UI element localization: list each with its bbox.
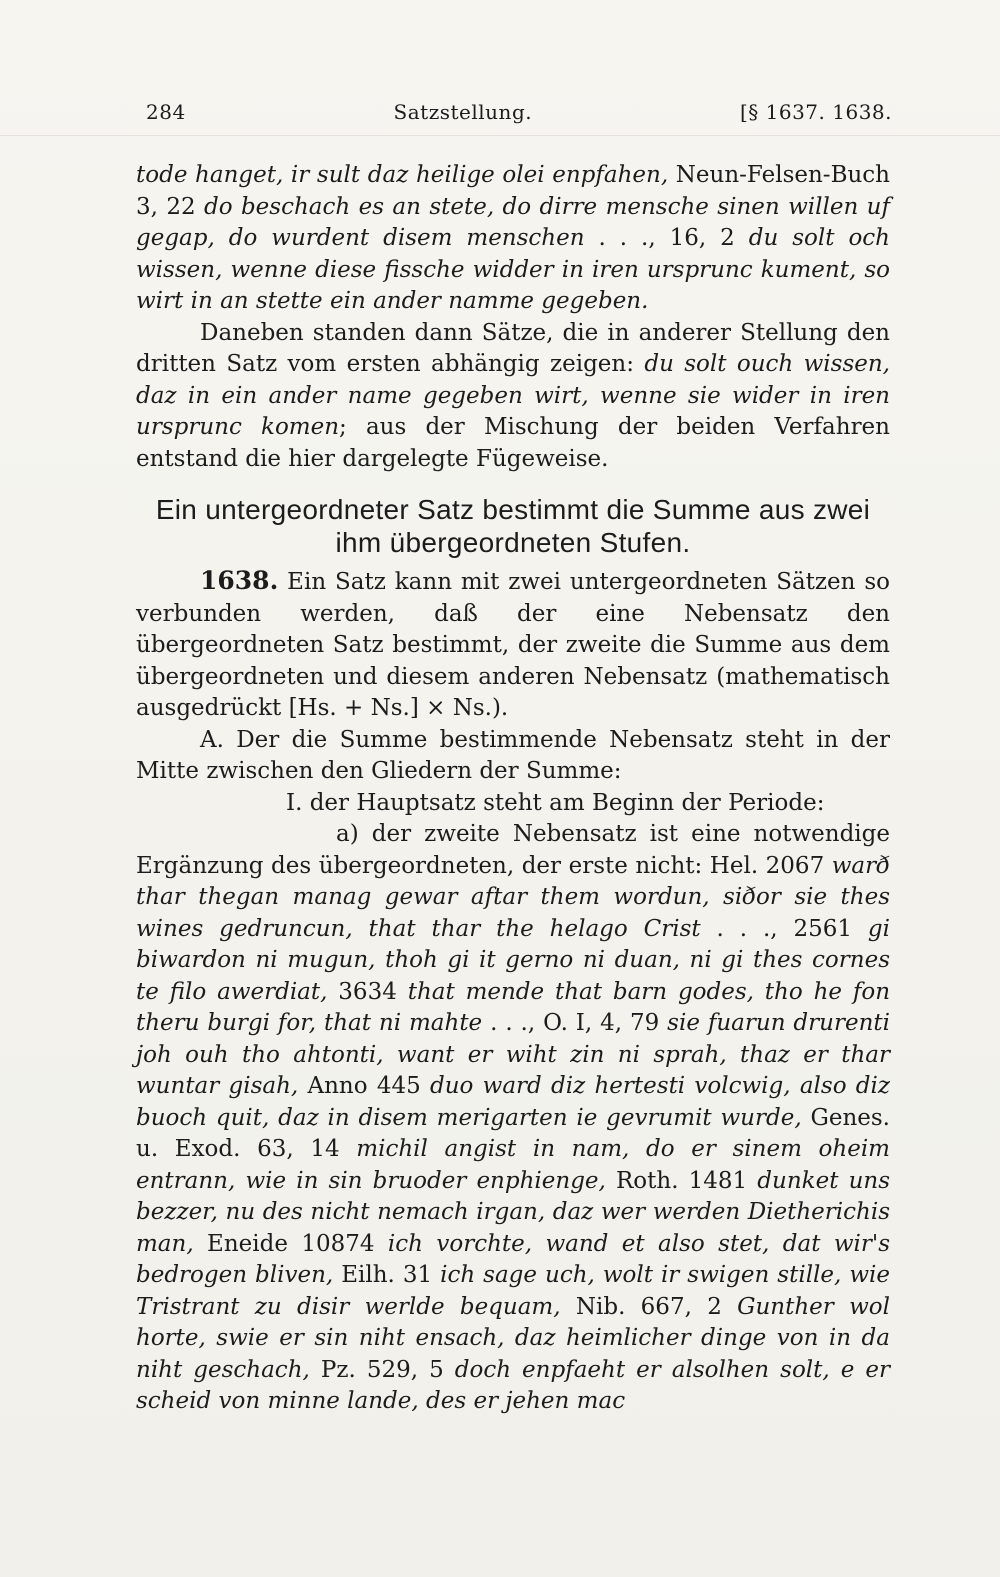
running-header <box>146 100 892 124</box>
running-title: Satzstellung. <box>393 100 533 124</box>
citation-text: Daneben standen dann Sätze, die in anderer Stellung den dritten Satz vom ersten abhängig zeigen: <box>136 319 890 377</box>
citation-text: Genes. u. Exod. 63, 14 <box>136 1104 890 1162</box>
quotation-text: ich sage uch, wolt ir swigen stille, wie Tristrant zu disir werlde bequam, <box>136 1262 890 1320</box>
quotation-text: gi biwardon ni mugun, thoh gi it gerno ni duan, ni gi thes cornes te filo awerdiat, <box>136 915 890 1005</box>
citation-text: Roth. 1481 <box>605 1167 758 1194</box>
quotation-text: tode hanget, ir sult daz heilige olei enpfahen, <box>136 162 669 188</box>
citation-text: 3634 <box>327 978 408 1005</box>
paragraph-1638 <box>136 565 890 725</box>
section-text: Ein Satz kann mit zwei untergeordneten Sätzen so verbunden werden, daß der eine Nebensatz den übergeordneten Satz bestimmt, der zweite die Summe aus dem übergeordneten und diesem anderen Nebensatz (mathematisch ausgedrückt [Hs. + Ns.] × Ns.). <box>136 569 890 721</box>
citation-text: . . ., O. I, 4, 79 <box>482 1010 668 1036</box>
quotation-text: sie fuarun drurenti joh ouh tho ahtonti, want er wiht zin ni sprah, thaz er thar wuntar gisah, <box>136 1010 890 1099</box>
quotation-text: ich vorchte, wand et also stet, dat wir's bedrogen bliven, <box>136 1230 890 1288</box>
citation-text: Nib. 667, 2 <box>560 1293 738 1320</box>
citation-text: Eneide 10874 <box>193 1230 388 1257</box>
page-number: 284 <box>146 100 186 124</box>
quotation-text: du solt och wissen, wenne diese fissche widder in iren ursprunc kument, so wirt in an stette ein ander namme gegeben. <box>136 225 890 314</box>
header-divider <box>0 135 1000 136</box>
quotation-text: warð thar thegan manag gewar aftar them wordun, siðor sie thes wines gedruncun, that thar the helago Crist <box>136 852 890 942</box>
quotation-text: dunket uns bezzer, nu des nicht nemach irgan, daz wer werden Dietherichis man, <box>136 1167 890 1257</box>
citation-text: ; aus der Mischung der beiden Verfahren entstand die hier dargelegte Fügeweise. <box>136 414 890 472</box>
quotation-text: that mende that barn godes, tho he fon theru burgi for, that ni mahte <box>136 978 891 1036</box>
section-heading: Ein untergeordneter Satz bestimmt die Summe aus zwei ihm übergeordneten Stufen. <box>155 494 871 558</box>
section-number: 1638. <box>200 566 279 595</box>
paragraph-point-a-lower <box>136 819 890 1418</box>
citation-text: Anno 445 <box>298 1073 431 1099</box>
citation-text: Pz. 529, 5 <box>309 1356 455 1383</box>
page-body <box>136 160 890 1418</box>
citation-text: Eilh. 31 <box>333 1262 441 1288</box>
paragraph-daneben <box>136 318 890 476</box>
citation-text: Neun-Felsen-Buch 3, 22 <box>136 162 890 220</box>
citation-text: a) der zweite Nebensatz ist eine notwendige Ergänzung des übergeordneten, der erste nicht: Hel. 2067 <box>136 821 890 879</box>
paragraph-examples-1 <box>136 160 890 318</box>
quotation-text: Gunther wol horte, swie er sin niht ensach, daz heimlicher dinge von in da niht geschach, <box>136 1293 890 1383</box>
point-a: A. Der die Summe bestimmende Nebensatz steht in der Mitte zwischen den Gliedern der Summe: <box>136 726 890 784</box>
quotation-text: michil angist in nam, do er sinem oheim entrann, wie in sin bruoder enphienge, <box>136 1136 890 1194</box>
quotation-text: doch enpfaeht er alsolhen solt, e er scheid von minne lande, des er jehen mac <box>136 1356 890 1414</box>
quotation-text: du solt ouch wissen, daz in ein ander name gegeben wirt, wenne sie wider in iren ursprunc komen <box>136 351 890 440</box>
point-i: I. der Hauptsatz steht am Beginn der Periode: <box>286 789 825 816</box>
section-reference: [§ 1637. 1638. <box>739 100 892 124</box>
citation-text: . . ., 2561 <box>700 915 868 942</box>
quotation-text: duo ward diz hertesti volcwig, also diz buoch quit, daz in disem merigarten ie gevrumit wurde, <box>136 1073 891 1131</box>
quotation-text: do beschach es an stete, do dirre mensche sinen willen uf gegap, do wurdent disem menschen <box>136 193 890 251</box>
citation-text: . . ., 16, 2 <box>584 225 749 251</box>
